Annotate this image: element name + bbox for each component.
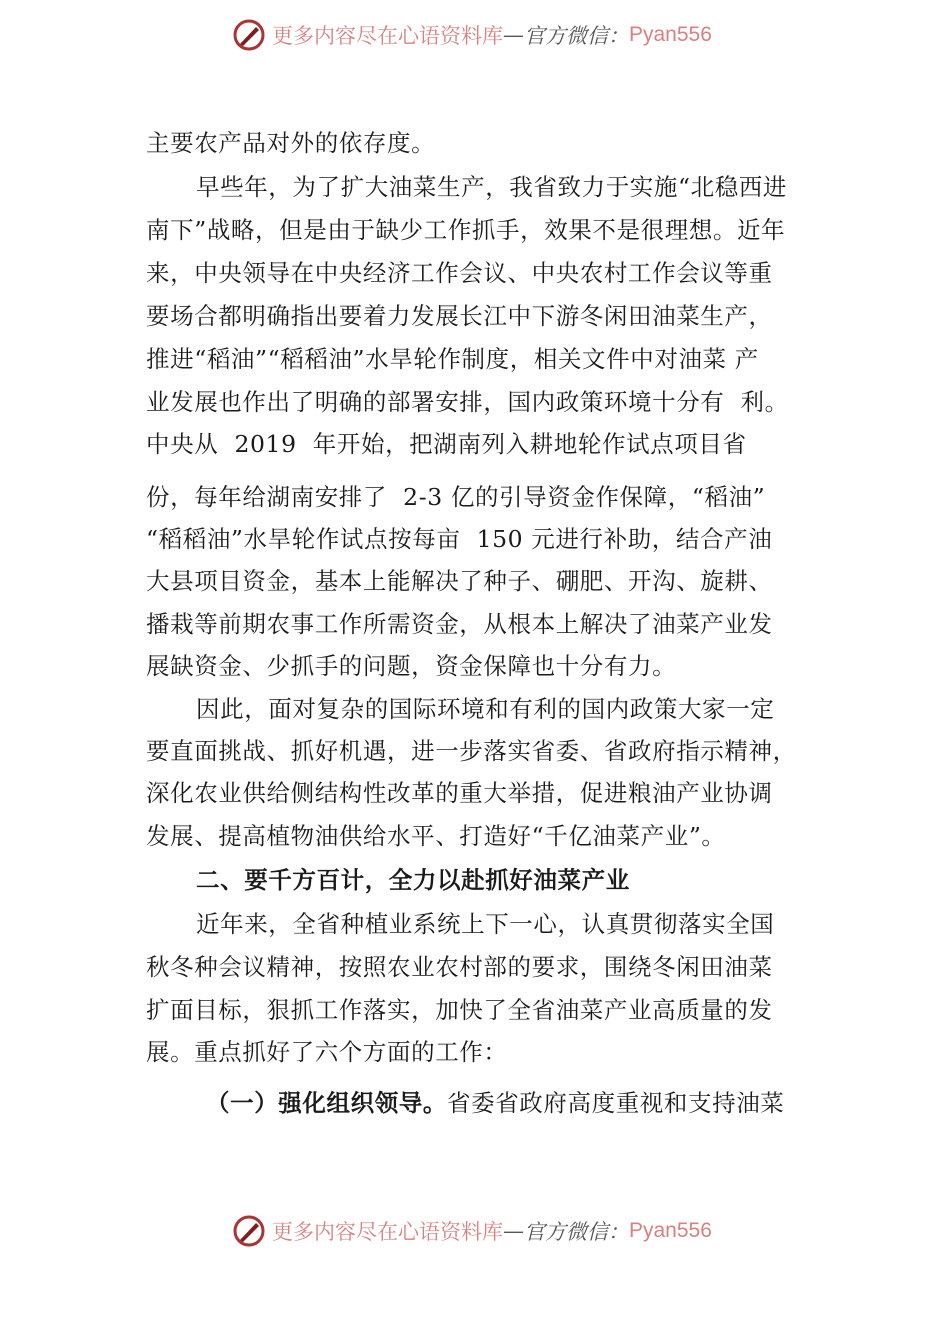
wechat-id: Pyan556 — [629, 1219, 712, 1242]
text-line: “稻稻油”水旱轮作试点按每亩 150 元进行补助，结合产油 — [146, 525, 773, 553]
text-line: 大县项目资金，基本上能解决了种子、硼肥、开沟、旋耕、 — [146, 567, 773, 595]
text-line: 近年来，全省种植业系统上下一心，认真贯彻落实全国 — [196, 910, 775, 938]
subheading-text: 省委省政府高度重视和支持油菜 — [447, 1089, 785, 1117]
wechat-id: Pyan556 — [629, 23, 712, 46]
brand-text: 更多内容尽在心语资料库 — [272, 1220, 503, 1244]
subheading-line — [206, 1088, 784, 1118]
text-line: 播栽等前期农事工作所需资金，从根本上解决了油菜产业发 — [146, 610, 773, 638]
separator: — — [503, 23, 524, 47]
header-watermark — [232, 17, 722, 53]
pen-logo-icon — [232, 18, 266, 52]
text-line: 展缺资金、少抓手的问题，资金保障也十分有力。 — [146, 652, 677, 680]
text-line: 早些年，为了扩大油菜生产，我省致力于实施“北稳西进 — [196, 173, 788, 201]
text-line: 发展、提高植物油供给水平、打造好“千亿油菜产业”。 — [146, 822, 726, 850]
brand-text: 更多内容尽在心语资料库 — [272, 24, 503, 48]
pen-logo-icon — [232, 1214, 266, 1248]
wechat-label: 官方微信： — [524, 1220, 629, 1244]
text-line: 份，每年给湖南安排了 2-3 亿的引导资金作保障，“稻油” — [146, 483, 766, 511]
text-line: 扩面目标，狠抓工作落实，加快了全省油菜产业高质量的发 — [146, 996, 773, 1024]
text-line: 因此，面对复杂的国际环境和有利的国内政策大家一定 — [196, 695, 775, 723]
text-line: 展。重点抓好了六个方面的工作： — [146, 1038, 508, 1066]
text-line: 南下”战略，但是由于缺少工作抓手，效果不是很理想。近年 — [146, 216, 786, 244]
subheading-bold: （一）强化组织领导。 — [206, 1089, 447, 1117]
text-line: 推进“稻油”“稻稻油”水旱轮作制度，相关文件中对油菜 产 — [146, 345, 759, 373]
wechat-label: 官方微信： — [524, 24, 629, 48]
text-line: 来，中央领导在中央经济工作会议、中央农村工作会议等重 — [146, 259, 773, 287]
footer-watermark — [232, 1213, 722, 1249]
section-heading: 二、要千方百计，全力以赴抓好油菜产业 — [196, 866, 630, 894]
text-line: 业发展也作出了明确的部署安排，国内政策环境十分有 利。 — [146, 388, 789, 416]
text-line: 要场合都明确指出要着力发展长江中下游冬闲田油菜生产， — [146, 302, 773, 330]
text-line: 秋冬种会议精神，按照农业农村部的要求，围绕冬闲田油菜 — [146, 953, 773, 981]
text-line: 深化农业供给侧结构性改革的重大举措，促进粮油产业协调 — [146, 779, 773, 807]
separator: — — [503, 1219, 524, 1243]
text-line: 中央从 2019 年开始，把湖南列入耕地轮作试点项目省 — [146, 430, 747, 458]
text-line: 要直面挑战、抓好机遇，进一步落实省委、省政府指示精神， — [146, 737, 797, 765]
text-line: 主要农产品对外的依存度。 — [146, 129, 436, 157]
